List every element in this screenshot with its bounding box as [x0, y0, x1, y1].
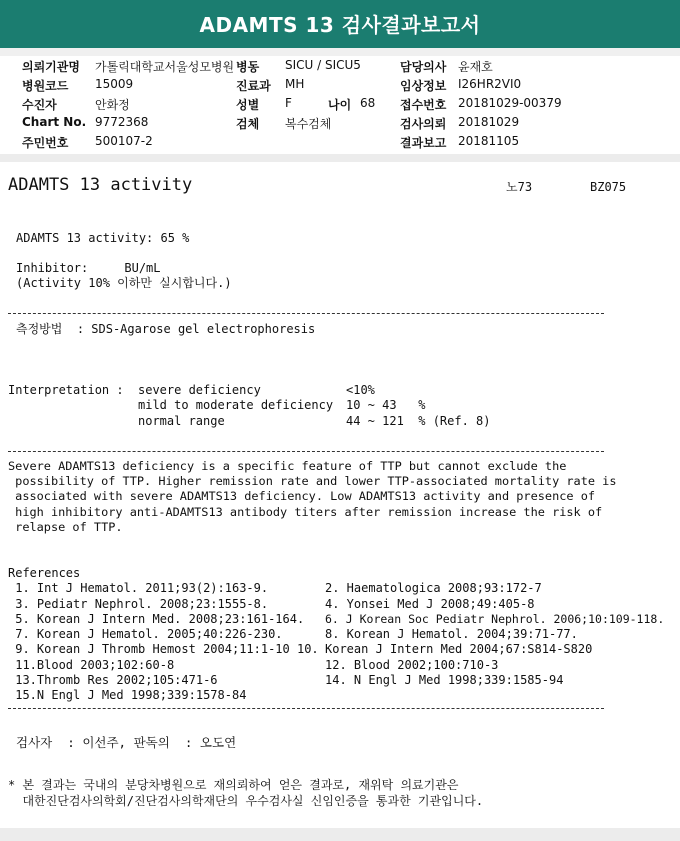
interp-range: 10 ~ 43 %	[346, 398, 426, 412]
comment-line: high inhibitory anti-ADAMTS13 antibody titers after remission increase the risk of	[8, 505, 603, 519]
header-value: 가톨릭대학교서울성모병원	[95, 60, 235, 74]
report-title: ADAMTS 13 검사결과보고서	[199, 13, 481, 37]
reference-item: 14. N Engl J Med 1998;339:1585-94	[325, 673, 564, 687]
header-label: 의뢰기관명	[22, 60, 80, 74]
reference-item: 2. Haematologica 2008;93:172-7	[325, 581, 542, 595]
header-label: 접수번호	[400, 98, 447, 112]
comment-line: relapse of TTP.	[8, 520, 123, 534]
references-title: References	[8, 566, 81, 580]
dashed-divider	[8, 313, 604, 314]
comment-line: Severe ADAMTS13 deficiency is a specific feature of TTP but cannot exclude the	[8, 459, 567, 473]
header-label: 병동	[236, 60, 260, 74]
reference-item: 15.N Engl J Med 1998;339:1578-84	[8, 688, 247, 702]
reference-item: 8. Korean J Hematol. 2004;39:71-77.	[325, 627, 578, 641]
header-label: 성별	[236, 98, 260, 112]
interp-name: mild to moderate deficiency	[138, 398, 334, 412]
method-line: 측정방법 : SDS-Agarose gel electrophoresis	[16, 322, 316, 336]
test-title: ADAMTS 13 activity	[8, 175, 193, 195]
dashed-divider	[8, 451, 604, 452]
examiner-line: 검사자 : 이선주, 판독의 : 오도연	[16, 735, 237, 750]
reference-item: 1. Int J Hematol. 2011;93(2):163-9.	[8, 581, 269, 595]
header-value: 500107-2	[95, 134, 153, 148]
title-bar	[0, 0, 680, 48]
reference-item: 3. Pediatr Nephrol. 2008;23:1555-8.	[8, 597, 269, 611]
header-value: F	[285, 96, 292, 110]
divider	[0, 828, 680, 841]
header-label: 결과보고	[400, 136, 447, 150]
comment-line: associated with severe ADAMTS13 deficiency. Low ADAMTS13 activity and presence of	[8, 489, 596, 503]
header-label: 검체	[236, 117, 260, 131]
header-value: 윤재호	[458, 60, 493, 74]
code-2: BZ075	[590, 180, 627, 194]
code-1: 노73	[506, 180, 533, 194]
interp-name: normal range	[138, 414, 225, 428]
divider	[0, 48, 680, 56]
activity-result: ADAMTS 13 activity: 65 %	[16, 231, 190, 245]
comment-line: possibility of TTP. Higher remission rate and lower TTP-associated mortality rate is	[8, 474, 617, 488]
dashed-divider	[8, 708, 604, 709]
reference-item: 11.Blood 2003;102:60-8	[8, 658, 175, 672]
reference-item: 5. Korean J Intern Med. 2008;23:161-164.	[8, 612, 305, 626]
header-label: 나이	[328, 98, 352, 112]
reference-item: 7. Korean J Hematol. 2005;40:226-230.	[8, 627, 283, 641]
interp-range: 44 ~ 121 % (Ref. 8)	[346, 414, 491, 428]
header-value: 복수검체	[285, 117, 332, 131]
inhibitor-note: (Activity 10% 이하만 실시합니다.)	[16, 276, 232, 290]
divider	[0, 154, 680, 162]
header-value: 20181029-00379	[458, 96, 562, 110]
inhibitor-result: Inhibitor: BU/mL	[16, 261, 161, 275]
reference-item: 12. Blood 2002;100:710-3	[325, 658, 499, 672]
header-value: 9772368	[95, 115, 149, 129]
header-value: I26HR2VI0	[458, 77, 522, 91]
header-value: 20181029	[458, 115, 520, 129]
footnote-line: * 본 결과는 국내의 분당차병원으로 재의뢰하여 얻은 결과로, 재위탁 의료기관은	[8, 778, 459, 792]
header-label: 수진자	[22, 98, 57, 112]
header-value: 15009	[95, 77, 134, 91]
header-label: 임상정보	[400, 79, 447, 93]
reference-item: Korean J Intern Med 2004;67:S814-S820	[325, 642, 593, 656]
header-value: 68	[360, 96, 376, 110]
interp-name: severe deficiency	[138, 383, 261, 397]
header-label: 병원코드	[22, 79, 69, 93]
reference-item: 4. Yonsei Med J 2008;49:405-8	[325, 597, 535, 611]
header-value: 안화정	[95, 98, 130, 112]
header-label: 검사의뢰	[400, 117, 447, 131]
reference-item: 9. Korean J Thromb Hemost 2004;11:1-10 10.	[8, 642, 319, 656]
header-value: MH	[285, 77, 305, 91]
header-label: 담당의사	[400, 60, 447, 74]
header-label: 주민번호	[22, 136, 69, 150]
footnote-line: 대한진단검사의학회/진단검사의학재단의 우수검사실 신임인증을 통과한 기관입니다.	[8, 794, 484, 808]
interp-range: <10%	[346, 383, 375, 397]
header-label: Chart No.	[22, 115, 87, 129]
reference-item: 6. J Korean Soc Pediatr Nephrol. 2006;10:109-118.	[325, 612, 665, 626]
header-value: 20181105	[458, 134, 520, 148]
header-label: 진료과	[236, 79, 271, 93]
reference-item: 13.Thromb Res 2002;105:471-6	[8, 673, 218, 687]
header-value: SICU / SICU5	[285, 58, 361, 72]
interpretation-label: Interpretation :	[8, 383, 124, 397]
